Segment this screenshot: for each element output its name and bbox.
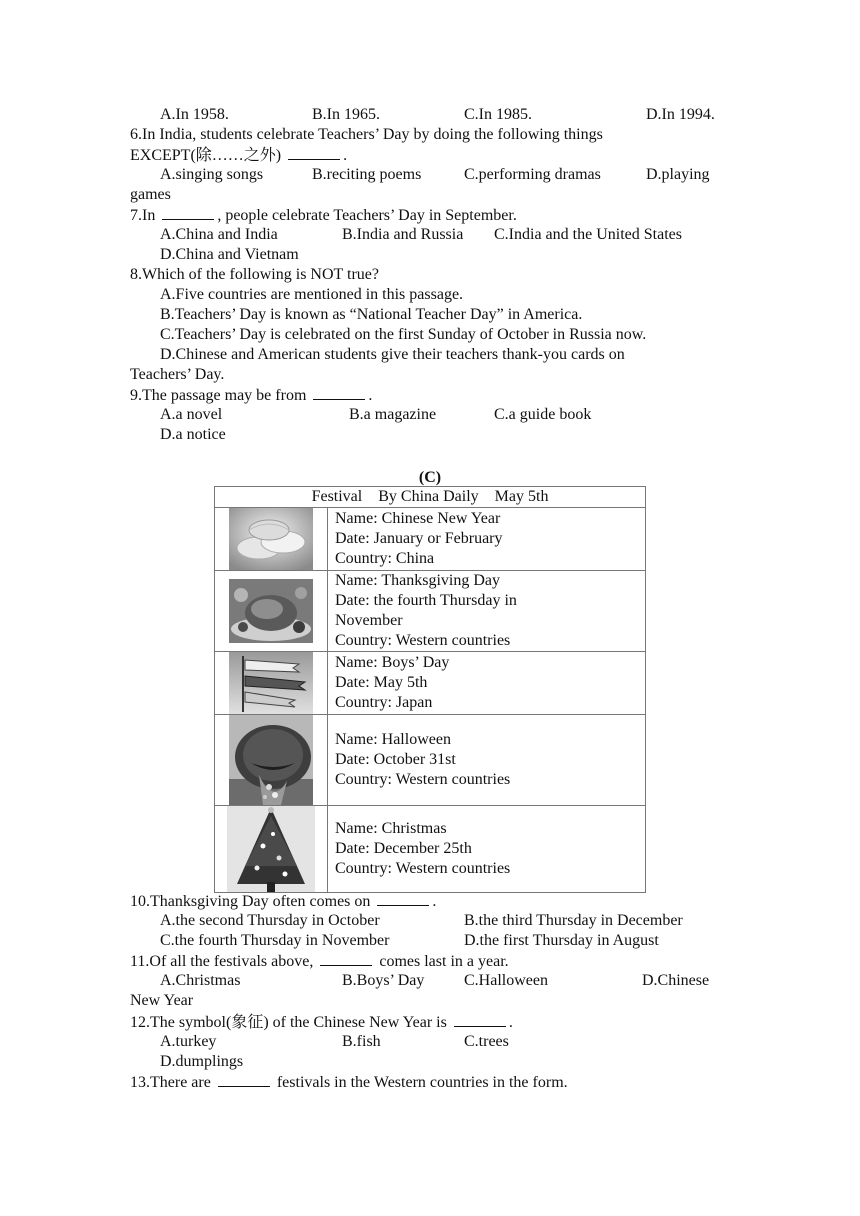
q9-answer-blank[interactable] [313, 385, 365, 400]
q11-answer-blank[interactable] [320, 951, 372, 966]
festival-info-cell [328, 715, 646, 806]
questions-part-2 [130, 891, 730, 1092]
festival-photo-cell [215, 715, 328, 806]
festival-country: Country: Japan [335, 694, 433, 711]
q10-option-a: A.the second Thursday in October [160, 912, 380, 929]
q6-question-line2: EXCEPT(除……之外) . [130, 147, 348, 164]
q12-options [130, 1032, 730, 1052]
festival-name: Name: Boys’ Day [335, 654, 450, 671]
q12-option-a: A.turkey [160, 1033, 217, 1050]
q9-options [130, 405, 730, 425]
festival-photo-cell [215, 806, 328, 893]
q10-answer-blank[interactable] [377, 891, 429, 906]
pumpkin-photo-icon [229, 715, 313, 805]
festival-info-cell [328, 806, 646, 893]
q6-question-line1: 6.In India, students celebrate Teachers’ Day by doing the following things [130, 126, 603, 143]
festival-country: Country: Western countries [335, 632, 511, 649]
q6-option-d-wrap: games [130, 186, 171, 203]
festival-photo-cell [215, 652, 328, 715]
q7-option-d: D.China and Vietnam [160, 246, 299, 263]
q13-question: 13.There are festivals in the Western countries in the form. [130, 1074, 568, 1091]
festival-date: Date: December 25th [335, 840, 472, 857]
q11-option-b: B.Boys’ Day [342, 972, 425, 989]
festival-row-christmas [215, 806, 646, 893]
q7-answer-blank[interactable] [162, 205, 214, 220]
q6-option-b: B.reciting poems [312, 166, 422, 183]
festival-table-header: Festival By China Daily May 5th [215, 487, 646, 508]
q13-answer-blank[interactable] [218, 1072, 270, 1087]
festival-name: Name: Chinese New Year [335, 510, 501, 527]
q8-option-c: C.Teachers’ Day is celebrated on the first Sunday of October in Russia now. [160, 326, 647, 343]
q8-option-d-wrap: Teachers’ Day. [130, 366, 225, 383]
q12-answer-blank[interactable] [454, 1012, 506, 1027]
festival-name: Name: Christmas [335, 820, 447, 837]
q7-options [130, 225, 730, 245]
carp-streamers-photo-icon [229, 652, 313, 714]
q10-option-d: D.the first Thursday in August [464, 932, 659, 949]
festival-date: Date: the fourth Thursday in [335, 592, 517, 609]
q6-option-a: A.singing songs [160, 166, 264, 183]
q6-answer-blank[interactable] [288, 145, 340, 160]
q12-option-b: B.fish [342, 1033, 381, 1050]
q5-option-c: C.In 1985. [464, 106, 532, 123]
q10-option-c: C.the fourth Thursday in November [160, 932, 390, 949]
q9-option-b: B.a magazine [349, 406, 437, 423]
festival-row-thanksgiving [215, 571, 646, 652]
festival-row-halloween [215, 715, 646, 806]
festival-country: Country: China [335, 550, 435, 567]
turkey-photo-icon [229, 579, 313, 643]
q6-options [130, 165, 730, 185]
q12-option-c: C.trees [464, 1033, 509, 1050]
q5-option-d: D.In 1994. [646, 106, 715, 123]
q11-option-c: C.Halloween [464, 972, 548, 989]
q11-option-d-wrap: New Year [130, 992, 194, 1009]
festival-name: Name: Halloween [335, 731, 451, 748]
q7-option-a: A.China and India [160, 226, 278, 243]
questions-part-1 [130, 105, 730, 488]
section-c-title: (C) [418, 469, 442, 486]
dumplings-photo-icon [229, 508, 313, 570]
q7-question: 7.In , people celebrate Teachers’ Day in September. [130, 207, 517, 224]
festival-photo-cell [215, 571, 328, 652]
q9-option-a: A.a novel [160, 406, 223, 423]
q12-option-d: D.dumplings [160, 1053, 244, 1070]
q8-option-d: D.Chinese and American students give their teachers thank-you cards on [160, 346, 625, 363]
q10-option-b: B.the third Thursday in December [464, 912, 683, 929]
q8-option-a: A.Five countries are mentioned in this passage. [160, 286, 464, 303]
festival-row-chinese-new-year [215, 508, 646, 571]
festival-table-header-row [215, 487, 646, 508]
q8-question: 8.Which of the following is NOT true? [130, 266, 379, 283]
q5-option-a: A.In 1958. [160, 106, 229, 123]
festival-date: Date: May 5th [335, 674, 428, 691]
q5-options [130, 105, 730, 125]
festival-info-cell [328, 571, 646, 652]
q12-question: 12.The symbol(象征) of the Chinese New Year is . [130, 1014, 513, 1031]
festival-name: Name: Thanksgiving Day [335, 572, 501, 589]
q9-option-d: D.a notice [160, 426, 226, 443]
q8-option-b: B.Teachers’ Day is known as “National Teacher Day” in America. [160, 306, 583, 323]
q9-option-c: C.a guide book [494, 406, 592, 423]
q5-option-b: B.In 1965. [312, 106, 380, 123]
festival-date-wrap: November [335, 612, 403, 629]
festival-table [214, 486, 646, 893]
q6-option-d: D.playing [646, 166, 710, 183]
q10-options-row2 [130, 931, 730, 951]
festival-photo-cell [215, 508, 328, 571]
q7-option-b: B.India and Russia [342, 226, 464, 243]
festival-date: Date: January or February [335, 530, 503, 547]
festival-info-cell [328, 652, 646, 715]
festival-date: Date: October 31st [335, 751, 456, 768]
festival-country: Country: Western countries [335, 860, 511, 877]
q11-option-d: D.Chinese [642, 972, 710, 989]
q7-option-c: C.India and the United States [494, 226, 682, 243]
festival-row-boys-day [215, 652, 646, 715]
q10-question: 10.Thanksgiving Day often comes on . [130, 893, 437, 910]
festival-info-cell [328, 508, 646, 571]
q11-option-a: A.Christmas [160, 972, 241, 989]
q11-options [130, 971, 730, 991]
q10-options-row1 [130, 911, 730, 931]
christmas-tree-photo-icon [227, 806, 315, 892]
q9-question: 9.The passage may be from . [130, 387, 373, 404]
q6-option-c: C.performing dramas [464, 166, 601, 183]
q11-question: 11.Of all the festivals above, comes last in a year. [130, 953, 509, 970]
festival-country: Country: Western countries [335, 771, 511, 788]
